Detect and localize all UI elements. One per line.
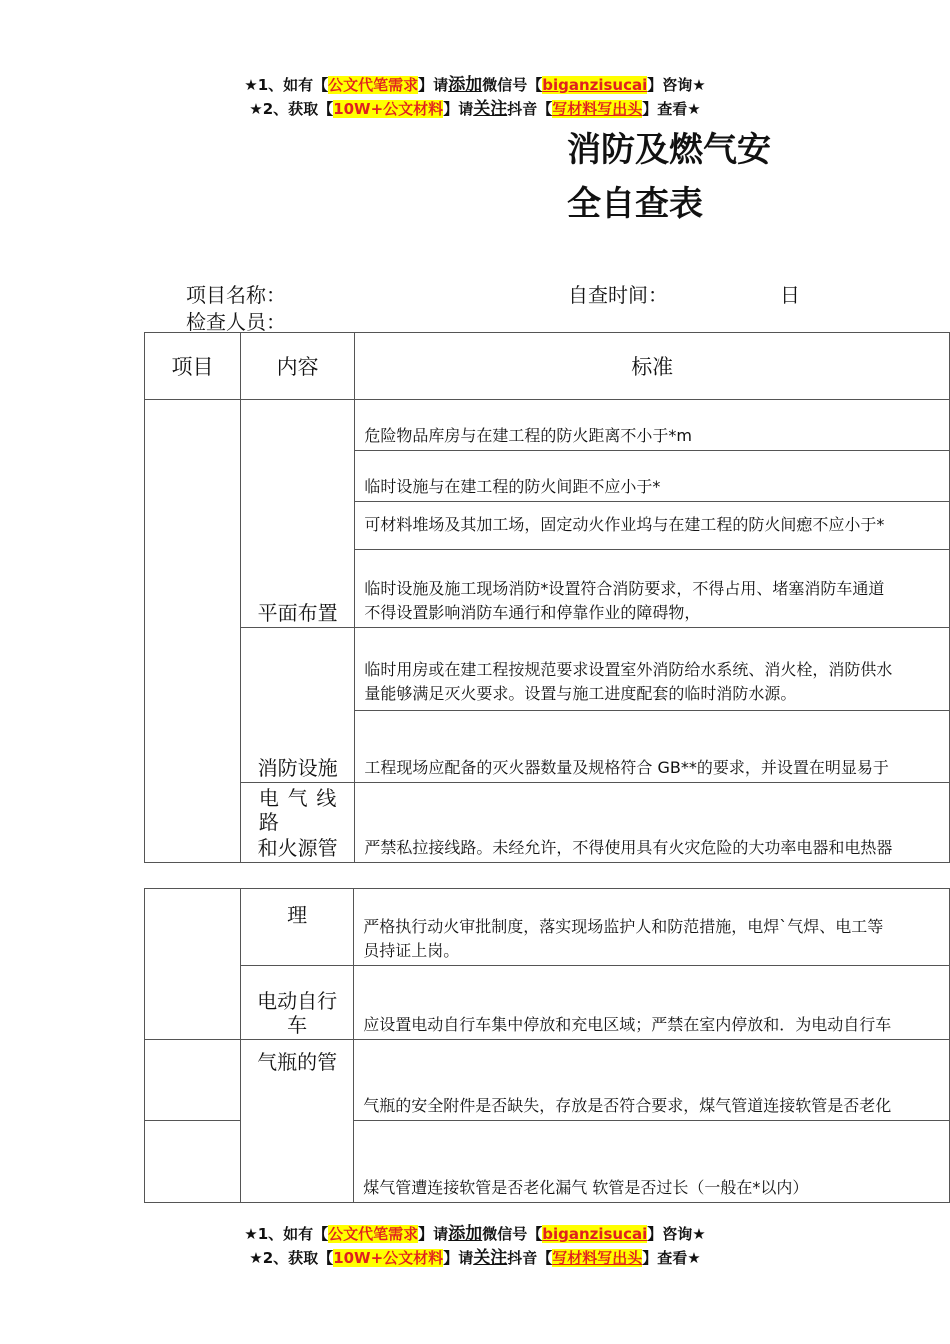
promo-text: 】请 <box>443 100 474 118</box>
promo-text: 】请 <box>418 1225 449 1243</box>
category-electrical <box>240 783 354 863</box>
category-electrical-cont: 理 <box>241 889 354 966</box>
promo-line-1-bottom <box>0 1219 950 1244</box>
promo-text: 抖音【 <box>507 1249 553 1267</box>
promo-text: 】咨询★ <box>647 76 706 94</box>
table-row <box>145 966 950 1040</box>
promo-text: ★1、如有【 <box>244 76 329 94</box>
category-line: 和火源管 <box>257 836 338 860</box>
table-header-row <box>145 333 950 400</box>
promo-line-2 <box>0 94 950 119</box>
standard-cell: 煤气管遭连接软管是否老化漏气 软管是否过长（一般在*以内） <box>354 1121 950 1203</box>
table-row <box>145 783 950 863</box>
item-cell <box>145 1121 241 1203</box>
category-line: 电动自行 <box>257 989 338 1013</box>
checklist-table-part-1 <box>144 332 950 863</box>
promo-text: 】请 <box>443 1249 474 1267</box>
promo-line-1 <box>0 70 950 95</box>
promo-emphasis: 添加 <box>448 75 483 95</box>
document-title-line-2: 全自查表 <box>567 184 703 224</box>
promo-text: 抖音【 <box>507 100 553 118</box>
promo-text: ★2、获取【 <box>249 100 334 118</box>
promo-highlight: 公文代笔需求 <box>328 76 419 94</box>
standard-line: 量能够满足灭火要求。设置与施工进度配套的临时消防水源。 <box>364 684 797 703</box>
standard-line: 临时设施及施工现场消防*设置符合消防要求，不得占用、堵塞消防车通道 <box>364 579 885 598</box>
table-row <box>145 400 950 451</box>
date-day-label: 日 <box>780 283 800 307</box>
standard-cell: 危险物品库房与在建工程的防火距离不小于*m <box>355 400 950 451</box>
standard-cell: 严禁私拉接线路。未经允许，不得使用具有火灾危险的大功率电器和电热器 <box>355 783 950 863</box>
item-cell <box>145 1040 241 1121</box>
promo-text: 】查看★ <box>642 100 701 118</box>
project-name-label: 项目名称： <box>186 283 286 307</box>
promo-wechat-id: biganzisucai <box>542 1225 648 1243</box>
standard-line: 临时用房或在建工程按规范要求设置室外消防给水系统、消火栓，消防供水 <box>364 660 893 679</box>
promo-highlight: 10W+公文材料 <box>333 100 444 118</box>
standard-cell: 应设置电动自行车集中停放和充电区域；严禁在室内停放和．为电动自行车 <box>354 966 950 1040</box>
category-ebike <box>241 966 354 1040</box>
item-cell <box>145 400 241 863</box>
category-fire-facilities: 消防设施 <box>240 628 354 783</box>
standard-cell <box>355 550 950 628</box>
category-gas-cylinder: 气瓶的管 <box>241 1040 354 1203</box>
standard-cell <box>355 628 950 711</box>
standard-line: 严格执行动火审批制度，落实现场监护人和防范措施，电焊`气焊、电工等 <box>363 917 884 936</box>
table-row <box>145 628 950 711</box>
promo-line-2-bottom <box>0 1243 950 1268</box>
promo-text: 微信号【 <box>482 1225 543 1243</box>
promo-text: ★2、获取【 <box>249 1249 334 1267</box>
category-layout: 平面布置 <box>240 400 354 628</box>
promo-text: 】查看★ <box>642 1249 701 1267</box>
check-time-label: 自查时间： <box>568 283 668 307</box>
standard-cell: 气瓶的安全附件是否缺失，存放是否符合要求，煤气管道连接软管是否老化 <box>354 1040 950 1121</box>
promo-highlight: 10W+公文材料 <box>333 1249 444 1267</box>
promo-douyin-id: 写材料写出头 <box>552 1249 643 1267</box>
standard-line: 员持证上岗。 <box>363 941 460 960</box>
standard-line: 不得设置影响消防车通行和停靠作业的障碍物， <box>364 603 701 622</box>
promo-text: ★1、如有【 <box>244 1225 329 1243</box>
promo-wechat-id: biganzisucai <box>542 76 648 94</box>
standard-cell: 可材料堆场及其加工场，固定动火作业坞与在建工程的防火间瘛不应小于* <box>355 502 950 550</box>
header-item: 项目 <box>145 333 241 400</box>
promo-text: 】咨询★ <box>647 1225 706 1243</box>
table-row <box>145 889 950 966</box>
standard-cell <box>354 889 950 966</box>
standard-cell: 临时设施与在建工程的防火间距不应小于* <box>355 451 950 502</box>
promo-emphasis: 添加 <box>448 1224 483 1244</box>
standard-cell: 工程现场应配备的灭火器数量及规格符合 GB**的要求，并设置在明显易于 <box>355 711 950 783</box>
header-content: 内容 <box>240 333 354 400</box>
promo-emphasis: 关注 <box>473 99 508 119</box>
promo-highlight: 公文代笔需求 <box>328 1225 419 1243</box>
promo-text: 】请 <box>418 76 449 94</box>
promo-douyin-id: 写材料写出头 <box>552 100 643 118</box>
item-cell <box>145 889 241 1040</box>
checklist-table-part-2 <box>144 888 950 1203</box>
inspector-label: 检查人员： <box>186 310 286 334</box>
promo-emphasis: 关注 <box>473 1248 508 1268</box>
category-line: 电气线路 <box>258 786 337 834</box>
table-row <box>145 1040 950 1121</box>
category-line: 车 <box>287 1013 308 1037</box>
header-standard: 标准 <box>355 333 950 400</box>
document-title-line-1: 消防及燃气安 <box>567 130 771 170</box>
promo-text: 微信号【 <box>482 76 543 94</box>
